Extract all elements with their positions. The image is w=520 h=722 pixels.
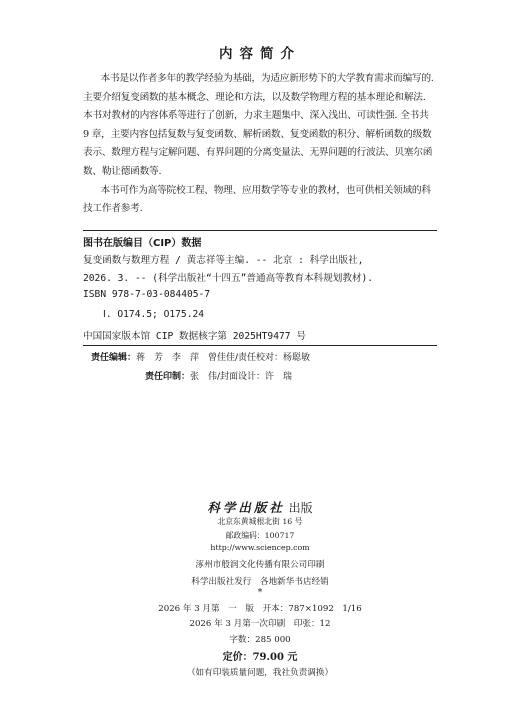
editor-label: 责任编辑： — [91, 353, 137, 363]
intro-line: 本书是以作者多年的教学经验为基础，为适应新形势下的大学教育需 — [100, 73, 384, 84]
page-title: 内容简介 — [219, 46, 301, 62]
intro-line: 有界问题的分离变量法、无界问题的行波法、贝塞尔函数、勒让德函数等. — [83, 147, 433, 177]
price: 定价：79.00 元 — [222, 652, 298, 663]
publisher-postcode: 邮政编码：100717 — [225, 531, 295, 540]
intro-text — [83, 70, 437, 219]
word-count: 字数：285 000 — [229, 635, 291, 645]
publisher-logo: 科学出版社 — [207, 500, 285, 515]
quality-notice: （如有印装质量问题，我社负责调换） — [186, 668, 334, 678]
production-credits — [145, 369, 292, 382]
distribution-info: 科学出版社发行 各地新华书店经销 — [191, 577, 329, 587]
intro-line: 关领域的科技工作者参考. — [83, 184, 431, 215]
production-names: 张 伟/封面设计：许 瑞 — [190, 372, 293, 382]
cip-line: 复变函数与数理方程 / 黄志祥等主编. -- 北京 : 科学出版社, — [83, 255, 364, 266]
intro-paragraph-1 — [83, 70, 437, 182]
cip-top-rule — [83, 230, 437, 231]
publisher-address: 北京东黄城根北街 16 号 — [217, 517, 303, 526]
cip-heading: 图书在版编目（CIP）数据 — [83, 238, 202, 249]
intro-line: 方程的基本理论和解法. 本书对教材的内容体系等进行了创新，力求主题 — [83, 91, 426, 122]
printer-info: 涿州市般润文化传播有限公司印刷 — [195, 560, 325, 570]
intro-line: 求而编写的. 主要介绍复变函数的基本概念、理论和方法，以及数学物理 — [83, 73, 434, 103]
publisher-suffix: 出版 — [288, 501, 313, 515]
intro-line: 解析函数、复变函数的积分、解析函数的级数表示、数理方程与定解问题、 — [83, 128, 432, 159]
cip-classification: Ⅰ. O174.5; O175.24 — [103, 309, 205, 320]
cip-bottom-rule — [83, 345, 437, 346]
production-label: 责任印制： — [145, 372, 191, 382]
edition-info: 2026 年 3 月第 一 版 开本：787×1092 1/16 — [158, 604, 362, 614]
intro-paragraph-2 — [83, 182, 437, 219]
cip-isbn: ISBN 978-7-03-084405-7 — [83, 289, 211, 300]
publisher-website: http://www.sciencep.com — [210, 543, 310, 552]
printing-info: 2026 年 3 月第一次印刷 印张：12 — [189, 619, 331, 629]
publisher-imprint — [0, 498, 520, 516]
editor-names: 蒋 芳 李 萍 曾佳佳/责任校对：杨聪敏 — [136, 353, 311, 363]
editor-credits — [91, 350, 310, 363]
separator-star: * — [257, 588, 263, 598]
cip-line: 2026. 3. -- (科学出版社“十四五”普通高等教育本科规划教材). — [83, 273, 374, 284]
cip-record-number: 中国国家版本馆 CIP 数据核字第 2025HT9477 号 — [83, 331, 306, 342]
intro-line: 集中、深入浅出、可读性强. 全书共 9 章，主要内容包括复数与复变函数、 — [83, 110, 429, 140]
intro-line: 本书可作为高等院校工程、物理、应用数学等专业的教材，也可供相 — [100, 184, 384, 196]
